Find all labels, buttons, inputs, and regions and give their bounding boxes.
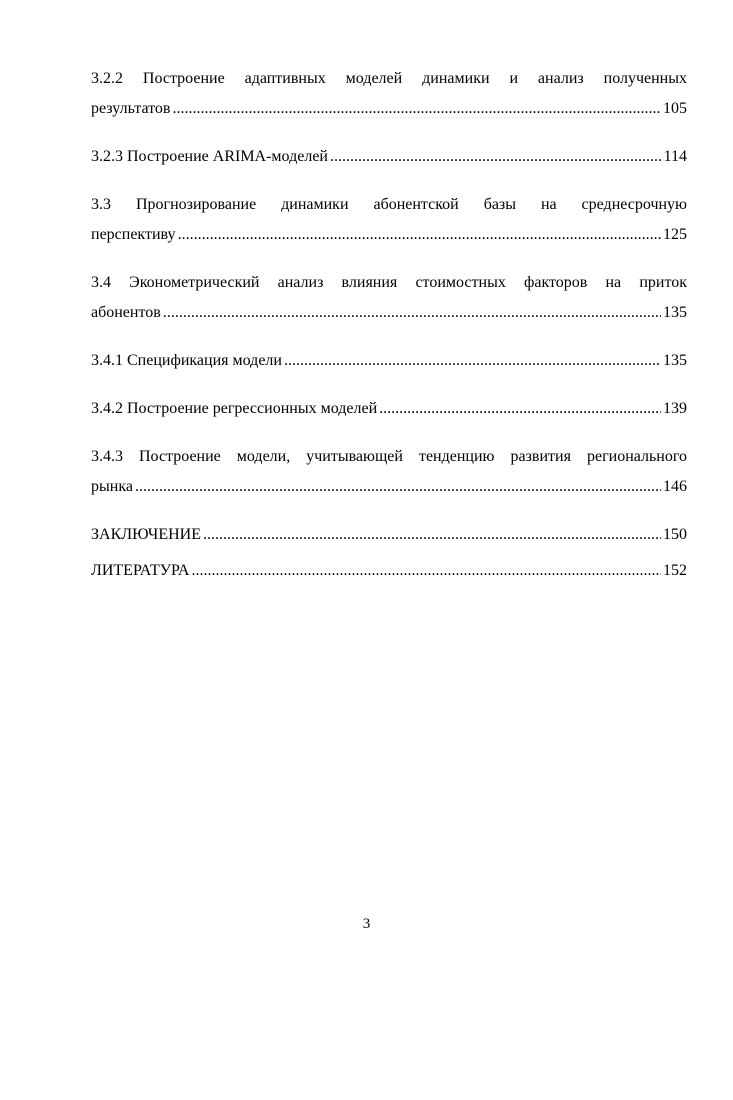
toc-dot-leader bbox=[330, 142, 662, 172]
toc-dot-leader bbox=[379, 394, 661, 424]
toc-entry-label: ЛИТЕРАТУРА bbox=[91, 562, 190, 579]
toc-entry-3-4-3 bbox=[91, 442, 687, 502]
toc-entry-3-2-2 bbox=[91, 64, 687, 124]
toc-entry-leader-line bbox=[91, 94, 687, 124]
toc-entry-page: 135 bbox=[663, 304, 687, 321]
toc-entry-title-line: 3.2.2 Построение адаптивных моделей динамики и анализ полученных bbox=[91, 70, 687, 87]
toc-entry-title-line: 3.4 Эконометрический анализ влияния стоимостных факторов на приток bbox=[91, 274, 687, 291]
page-number: 3 bbox=[362, 916, 371, 932]
toc-dot-leader bbox=[284, 346, 661, 376]
toc-entry-page: 146 bbox=[663, 478, 687, 495]
toc-entry-title-line: 3.4.3 Построение модели, учитывающей тенденцию развития регионального bbox=[91, 448, 687, 465]
toc-entry-page: 105 bbox=[663, 100, 687, 117]
toc-entry-label: результатов bbox=[91, 100, 171, 117]
toc-entry-label: абонентов bbox=[91, 304, 161, 321]
toc-entry-leader-line bbox=[91, 142, 687, 172]
toc-dot-leader bbox=[172, 94, 661, 124]
toc-entry-label: 3.4.2 Построение регрессионных моделей bbox=[91, 400, 378, 417]
toc-entry-3-2-3 bbox=[91, 142, 687, 172]
toc-entry-label: ЗАКЛЮЧЕНИЕ bbox=[91, 526, 201, 543]
toc-entry-leader-line bbox=[91, 520, 687, 550]
toc-entry-3-4 bbox=[91, 268, 687, 328]
toc-entry-label: рынка bbox=[91, 478, 133, 495]
toc-dot-leader bbox=[178, 220, 661, 250]
toc-dot-leader bbox=[163, 298, 661, 328]
toc-entry-label: 3.2.3 Построение ARIMA-моделей bbox=[91, 148, 328, 165]
toc-entry-literature bbox=[91, 556, 687, 586]
toc-entry-leader-line bbox=[91, 556, 687, 586]
toc-entry-leader-line bbox=[91, 220, 687, 250]
toc-entry-3-4-2 bbox=[91, 394, 687, 424]
toc-entry-3-3 bbox=[91, 190, 687, 250]
toc-entry-page: 135 bbox=[663, 352, 687, 369]
toc-entry-page: 150 bbox=[663, 526, 687, 543]
toc-entry-page: 139 bbox=[663, 400, 687, 417]
toc-dot-leader bbox=[203, 520, 661, 550]
toc-entry-label: 3.4.1 Спецификация модели bbox=[91, 352, 282, 369]
toc-entry-leader-line bbox=[91, 472, 687, 502]
toc-entry-label: перспективу bbox=[91, 226, 176, 243]
toc-entry-leader-line bbox=[91, 298, 687, 328]
toc-entry-title-line: 3.3 Прогнозирование динамики абонентской базы на среднесрочную bbox=[91, 196, 687, 213]
toc-entry-conclusion bbox=[91, 520, 687, 550]
table-of-contents bbox=[91, 64, 687, 604]
toc-entry-page: 114 bbox=[663, 148, 687, 165]
toc-entry-page: 152 bbox=[663, 562, 687, 579]
toc-dot-leader bbox=[135, 472, 661, 502]
toc-entry-leader-line bbox=[91, 394, 687, 424]
toc-entry-3-4-1 bbox=[91, 346, 687, 376]
toc-dot-leader bbox=[191, 556, 661, 586]
toc-entry-leader-line bbox=[91, 346, 687, 376]
toc-entry-page: 125 bbox=[663, 226, 687, 243]
